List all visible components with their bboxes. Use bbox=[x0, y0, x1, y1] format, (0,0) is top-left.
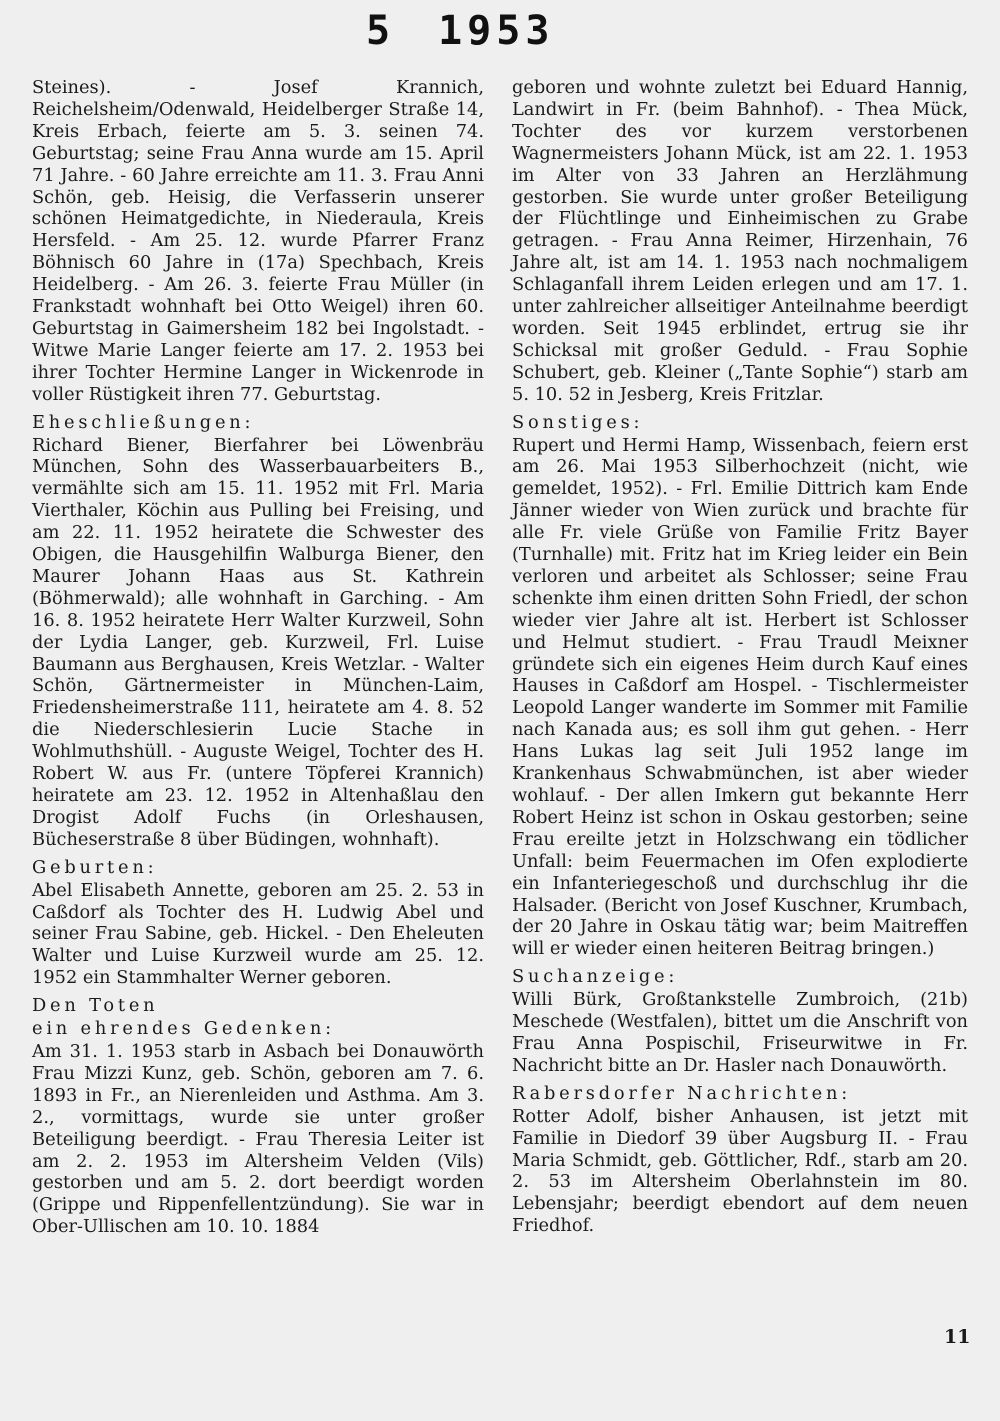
issue-year: 1953 bbox=[438, 8, 555, 54]
heading-eheschliessungen: Eheschließungen: bbox=[32, 411, 255, 433]
page-number: 11 bbox=[944, 1326, 971, 1348]
paragraph-den-toten-continued: geboren und wohnte zuletzt bei Eduard Hannig, Landwirt in Fr. (beim Bahnhof). - Thea Mück, Tochter des vor kurzem verstorbenen Wagnermeisters Johann Mück, ist am 22. 1. 1953 im Alter von 33 Jahren an Herzlähmung gestorben. Sie wurde unter großer Beteiligung der Flüchtlinge und Einheimischen zu Grabe getragen. - Frau Anna Reimer, Hirzenhain, 76 Jahre alt, ist am 14. 1. 1953 nach nochmaligem Schlaganfall ihrem Leiden erlegen und am 17. 1. unter zahlreicher allseitiger Anteilnahme beerdigt worden. Seit 1945 erblindet, ertrug sie ihr Schicksal mit großer Geduld. - Frau Sophie Schubert, geb. Kleiner („Tante Sophie“) starb am 5. 10. 52 in Jesberg, Kreis Fritzlar. bbox=[512, 77, 968, 405]
paragraph-eheschliessungen: Richard Biener, Bierfahrer bei Löwenbräu München, Sohn des Wasserbauarbeiters B., vermählte sich am 15. 11. 1952 mit Frl. Maria Vierthaler, Köchin aus Pulling bei Freising, und am 22. 11. 1952 heiratete die Schwester des Obigen, die Hausgehilfin Walburga Biener, den Maurer Johann Haas aus St. Kathrein (Böhmerwald); alle wohnhaft in Garching. - Am 16. 8. 1952 heiratete Herr Walter Kurzweil, Sohn der Lydia Langer, geb. Kurzweil, Frl. Luise Baumann aus Berghausen, Kreis Wetzlar. - Walter Schön, Gärtnermeister in München-Laim, Friedensheimerstraße 111, heiratete am 4. 8. 52 die Niederschlesierin Lucie Stache in Wohlmuthshüll. - Auguste Weigel, Tochter des H. Robert W. aus Fr. (untere Töpferei Krannich) heiratete am 23. 12. 1952 in Altenhaßlau den Drogist Adolf Fuchs (in Orleshausen, Bücheserstraße 8 über Büdingen, wohnhaft). bbox=[32, 434, 484, 850]
paragraph-birthdays-continued: Steines). - Josef Krannich, Reichelsheim/Odenwald, Heidelberger Straße 14, Kreis Erbach, feierte am 5. 3. seinen 74. Geburtstag; seine Frau Anna wurde am 15. April 71 Jahre. - 60 Jahre erreichte am 11. 3. Frau Anni Schön, geb. Heisig, die Verfasserin unserer schönen Heimatgedichte, in Niederaula, Kreis Hersfeld. - Am 25. 12. wurde Pfarrer Franz Böhnisch 60 Jahre in (17a) Spechbach, Kreis Heidelberg. - Am 26. 3. feierte Frau Müller (in Frankstadt wohnhaft bei Otto Weigel) ihren 60. Geburtstag in Gaimersheim 182 bei Ingolstadt. - Witwe Marie Langer feierte am 17. 2. 1953 bei ihrer Tochter Hermine Langer in Wickenrode in voller Rüstigkeit ihren 77. Geburtstag. bbox=[32, 77, 484, 405]
heading-den-toten-line1: Den Toten bbox=[32, 995, 159, 1017]
paragraph-suchanzeige: Willi Bürk, Großtankstelle Zumbroich, (21b) Meschede (Westfalen), bittet um die Anschrift von Frau Anna Pospischil, Friseurwitwe in Fr. Nachricht bitte an Dr. Hasler nach Donauwörth. bbox=[512, 989, 968, 1076]
heading-suchanzeige: Suchanzeige: bbox=[512, 966, 679, 988]
left-column bbox=[32, 77, 484, 1238]
paragraph-den-toten: Am 31. 1. 1953 starb in Asbach bei Donauwörth Frau Mizzi Kunz, geb. Schön, geboren am 7. 6. 1893 in Fr., an Nierenleiden und Asthma. Am 3. 2., vormittags, wurde sie unter großer Beteiligung beerdigt. - Frau Theresia Leiter ist am 2. 2. 1953 im Altersheim Velden (Vils) gestorben und am 5. 2. dort beerdigt worden (Grippe und Rippenfellentzündung). Sie war in Ober-Ullischen am 10. 10. 1884 bbox=[32, 1040, 484, 1238]
paragraph-geburten: Abel Elisabeth Annette, geboren am 25. 2. 53 in Caßdorf als Tochter des H. Ludwig Abel und seiner Frau Sabine, geb. Hickel. - Den Eheleuten Walter und Luise Kurzweil wurde am 25. 12. 1952 ein Stammhalter Werner geboren. bbox=[32, 879, 484, 989]
right-column bbox=[512, 77, 968, 1237]
heading-geburten: Geburten: bbox=[32, 856, 158, 878]
page-header bbox=[366, 8, 554, 54]
heading-rabersdorfer: Rabersdorfer Nachrichten: bbox=[512, 1082, 852, 1104]
heading-sonstiges: Sonstiges: bbox=[512, 411, 644, 433]
paragraph-sonstiges: Rupert und Hermi Hamp, Wissenbach, feiern erst am 26. Mai 1953 Silberhochzeit (nicht, wie gemeldet, 1952). - Frl. Emilie Dittrich kam Ende Jänner wieder von Wien zurück und brachte für alle Fr. viele Grüße von Familie Fritz Bayer (Turnhalle) mit. Fritz hat im Krieg leider ein Bein verloren und arbeitet als Schlosser; seine Frau schenkte ihm einen dritten Sohn Friedl, der schon wieder vier Jahre alt ist. Herbert ist Schlosser und Helmut studiert. - Frau Traudl Meixner gründete sich ein eigenes Heim durch Kauf eines Hauses in Caßdorf am Hospel. - Tischlermeister Leopold Langer wanderte im Sommer mit Familie nach Kanada aus; es soll ihm gut gehen. - Herr Hans Lukas lag seit Juli 1952 lange im Krankenhaus Schwabmünchen, ist aber wieder wohlauf. - Der allen Imkern gut bekannte Herr Robert Heinz ist schon in Oskau gestorben; seine Frau ereilte jetzt in Holzschwang ein tödlicher Unfall: beim Feuermachen im Ofen explodierte ein Infanteriegeschoß und durchschlug ihr die Halsader. (Bericht von Josef Kuschner, Krumbach, der 20 Jahre in Oskau tätig war; beim Maitreffen will er wieder einen heiteren Beitrag bringen.) bbox=[512, 434, 968, 960]
paragraph-rabersdorfer: Rotter Adolf, bisher Anhausen, ist jetzt mit Familie in Diedorf 39 über Augsburg II. - Frau Maria Schmidt, geb. Göttlicher, Rdf., starb am 20. 2. 53 im Altersheim Oberlahnstein im 80. Lebensjahr; beerdigt ebendort auf dem neuen Friedhof. bbox=[512, 1105, 968, 1237]
heading-den-toten-line2: ein ehrendes Gedenken: bbox=[32, 1018, 335, 1040]
issue-number: 5 bbox=[366, 8, 397, 54]
